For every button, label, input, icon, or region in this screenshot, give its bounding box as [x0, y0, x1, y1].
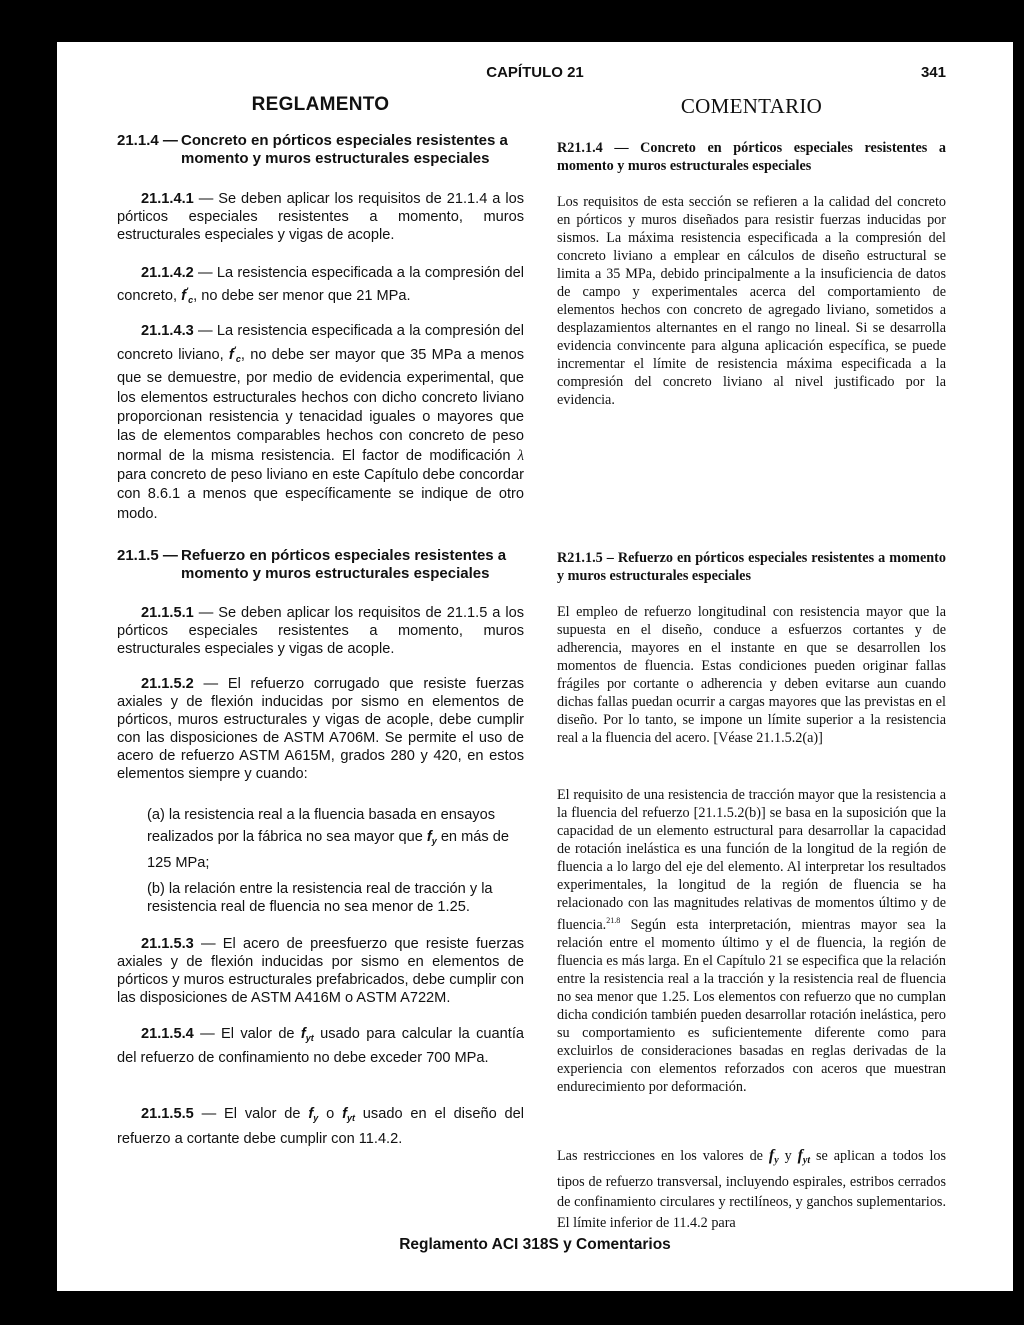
clause-text: para concreto de peso liviano en este Capítulo debe concordar con 8.6.1 a menos que específicamente se indique de otro modo.	[117, 466, 524, 522]
clause-21-1-5-4	[117, 1025, 524, 1068]
paragraph-text: se aplican a todos los tipos de refuerzo transversal, incluyendo espirales, estribos cerrados de confinamiento circulares y rectilíneos, y ganchos suplementarios. El límite inferior de 11.4.2 para	[557, 1148, 946, 1231]
commentary-paragraph: El empleo de refuerzo longitudinal con resistencia mayor que la supuesta en el diseño, conduce a esfuerzos cortantes y de adherencia, mayores en el instante en que se desarrollen los momentos de fluencia. Estas condiciones pueden originar fallas frágiles por cortante o adherencia y deben evitarse aun cuando dichas fallas puedan ocurrir a cargas mayores que las previstas en el diseño. Por lo tanto, se impone un límite superior a la resistencia real a la fluencia del acero. [Véase 21.1.5.2(a)]	[557, 604, 946, 746]
symbol-sub: y	[313, 1113, 319, 1123]
clause-21-1-5-3	[117, 935, 524, 1007]
clause-text: o	[318, 1106, 343, 1122]
item-text: (b) la relación entre la resistencia real de tracción y la resistencia real de fluencia no sea menor de 1.25.	[147, 881, 493, 915]
item-text: en más de 125 MPa;	[147, 829, 509, 871]
column-heading-comentario: COMENTARIO	[680, 94, 823, 118]
fyt-symbol	[342, 1106, 355, 1122]
clause-number: 21.1.4.3	[141, 323, 194, 339]
section-title: Concreto en pórticos especiales resistentes a momento y muros estructurales especiales	[181, 132, 508, 167]
commentary-paragraph	[557, 1146, 946, 1233]
clause-21-1-5-2-item-b	[117, 880, 524, 916]
clause-21-1-4-1	[117, 190, 524, 244]
symbol-prime: ′	[185, 286, 189, 296]
commentary-r21-1-5-para-2	[557, 786, 946, 1096]
page-number: 341	[920, 64, 946, 81]
clause-21-1-4-2	[117, 264, 524, 309]
symbol-f: f	[797, 1147, 803, 1164]
clause-text: — La resistencia especificada a la compresión del concreto liviano,	[117, 323, 524, 364]
chapter-header: CAPÍTULO 21	[486, 64, 584, 81]
clause-number: 21.1.4.2	[141, 265, 194, 281]
commentary-paragraph	[557, 786, 946, 1096]
symbol-f: f	[426, 829, 432, 845]
clause-text: — Se deben aplicar los requisitos de 21.1.4 a los pórticos especiales resistentes a momento, muros estructurales especiales y vigas de acople.	[117, 191, 524, 243]
commentary-r21-1-4-heading	[557, 139, 946, 175]
lambda-symbol: λ	[517, 447, 524, 464]
clause-21-1-5-2	[117, 675, 524, 783]
symbol-sub: c	[188, 294, 194, 305]
clause-number: 21.1.5.2	[141, 676, 194, 692]
symbol-sub: yt	[802, 1155, 811, 1166]
symbol-sub: yt	[305, 1033, 314, 1043]
fc-prime-symbol	[229, 347, 241, 363]
clause-21-1-5-2-item-a	[117, 804, 524, 874]
symbol-f: f	[768, 1147, 775, 1164]
commentary-r21-1-5-para-3	[557, 1146, 946, 1233]
clause-text: — El valor de	[193, 1026, 301, 1042]
paragraph-text: y	[778, 1148, 798, 1164]
fyt-symbol	[301, 1026, 314, 1042]
item-text: (a) la resistencia real a la fluencia basada en ensayos realizados por la fábrica no sea mayor que	[147, 807, 496, 845]
paragraph-text: Según esta interpretación, mientras mayor sea la relación entre el momento último y el de fluencia, la región de fluencia es más larga. En el Capítulo 21 se especifica que la relación entre la resistencia real a la tracción y la resistencia real de fluencia no sea menor que 1.25. Los elementos con refuerzo que no cumplan dicha condición también pueden desarrollar rotación inelástica, pero su comportamiento es suficientemente diferente como para excluirlos de consideraciones basadas en reglas derivadas de la experiencia con elementos reforzados con aceros que muestran endurecimiento por deformación.	[557, 917, 946, 1095]
clause-text: — Se deben aplicar los requisitos de 21.1.5 a los pórticos especiales resistentes a momento, muros estructurales especiales y vigas de acople.	[117, 605, 524, 657]
symbol-prime: ′	[233, 345, 236, 356]
clause-number: 21.1.5.3	[141, 936, 194, 952]
commentary-r21-1-5-para-1	[557, 603, 946, 747]
commentary-title: R21.1.4 — Concreto en pórticos especiales resistentes a momento y muros estructurales especiales	[557, 140, 946, 174]
document-page	[57, 42, 1013, 1291]
symbol-sub: y	[774, 1155, 779, 1166]
clause-text: usado en el diseño del refuerzo a cortante debe cumplir con 11.4.2.	[117, 1106, 524, 1147]
commentary-r21-1-4-text	[557, 193, 946, 409]
symbol-sub: y	[431, 836, 437, 846]
reference-superscript: 21.8	[606, 916, 621, 925]
column-heading-reglamento: REGLAMENTO	[251, 94, 390, 115]
clause-text: , no debe ser mayor que 35 MPa a menos que se demuestre, por medio de evidencia experimental, que los elementos estructurales hechos con dicho concreto liviano proporcionan resistencia y tenacidad iguales o mayores que las de elementos comparables hechos con concreto de peso normal de la misma resistencia. El factor de modificación	[117, 347, 525, 464]
fy-symbol	[769, 1147, 779, 1164]
clause-text: , no debe ser menor que 21 MPa.	[193, 287, 411, 304]
symbol-f: f	[181, 287, 186, 304]
section-title: Refuerzo en pórticos especiales resistentes a momento y muros estructurales especiales	[181, 547, 507, 582]
fy-symbol	[308, 1106, 318, 1122]
symbol-f: f	[342, 1106, 347, 1122]
clause-text: — El refuerzo corrugado que resiste fuerzas axiales y de flexión inducidas por sismo en elementos de pórticos, muros estructurales y vigas de acople, debe cumplir con las disposiciones de ASTM A706M. Se permite el uso de acero de refuerzo ASTM A615M, grados 280 y 420, en estos elementos siempre y cuando:	[117, 676, 524, 782]
section-21-1-5-heading	[117, 547, 524, 583]
section-number: 21.1.5 —	[117, 547, 178, 564]
clause-21-1-5-1	[117, 604, 524, 658]
symbol-f: f	[228, 347, 234, 364]
paragraph-text: Las restricciones en los valores de	[557, 1148, 769, 1164]
fyt-symbol	[798, 1147, 811, 1164]
fy-symbol	[427, 829, 437, 845]
clause-number: 21.1.5.5	[141, 1106, 194, 1122]
fc-prime-symbol	[181, 288, 193, 304]
clause-21-1-4-3	[117, 322, 524, 524]
commentary-title: R21.1.5 – Refuerzo en pórticos especiales resistentes a momento y muros estructurales especiales	[557, 550, 946, 584]
symbol-sub: yt	[346, 1113, 355, 1123]
symbol-f: f	[308, 1106, 314, 1122]
symbol-sub: c	[235, 354, 241, 365]
clause-number: 21.1.5.4	[141, 1026, 194, 1042]
commentary-paragraph: Los requisitos de esta sección se refieren a la calidad del concreto en pórticos y muros diseñados para resistir fuerzas inducidas por sismos. La máxima resistencia especificada a la compresión del concreto liviano a emplear en cálculos de diseño estructural se limita a 35 MPa, debido principalmente a la insuficiencia de datos de campo y experimentales acerca del comportamiento de elementos hechos con concreto de agregado liviano, sometidos a desplazamientos alternantes en el rango no lineal. Si se desarrolla evidencia convincente para alguna aplicación específica, se puede incrementar el límite de resistencia máxima especificada a la compresión del concreto liviano al nivel justificado por la evidencia.	[557, 194, 946, 408]
commentary-r21-1-5-heading	[557, 549, 946, 585]
page-footer: Reglamento ACI 318S y Comentarios	[399, 1236, 671, 1253]
clause-text: — El valor de	[193, 1106, 309, 1122]
section-number: 21.1.4 —	[117, 132, 178, 149]
clause-text: — El acero de preesfuerzo que resiste fuerzas axiales y de flexión inducidas por sismo en elementos de pórticos y muros estructurales prefabricados, debe cumplir con las disposiciones de ASTM A416M o ASTM A722M.	[117, 936, 524, 1006]
paragraph-text: El requisito de una resistencia de tracción mayor que la resistencia a la fluencia del refuerzo [21.1.5.2(b)] se basa en la suposición que la capacidad de un elemento estructural para desarrollar la capacidad de rotación inelástica es una función de la longitud de la región de fluencia a lo largo del eje del elemento. Al interpretar los resultados experimentales, la longitud de la región de fluencia se ha relacionado con las magnitudes relativas de momentos último y de fluencia.	[557, 787, 946, 933]
clause-text: — La resistencia especificada a la compresión del concreto,	[117, 265, 524, 304]
clause-number: 21.1.5.1	[141, 605, 194, 621]
clause-text: usado para calcular la cuantía del refuerzo de confinamiento no debe exceder 700 MPa.	[117, 1026, 524, 1066]
clause-number: 21.1.4.1	[141, 191, 194, 207]
clause-21-1-5-5	[117, 1104, 524, 1150]
section-21-1-4-heading	[117, 132, 524, 168]
symbol-f: f	[300, 1026, 306, 1042]
